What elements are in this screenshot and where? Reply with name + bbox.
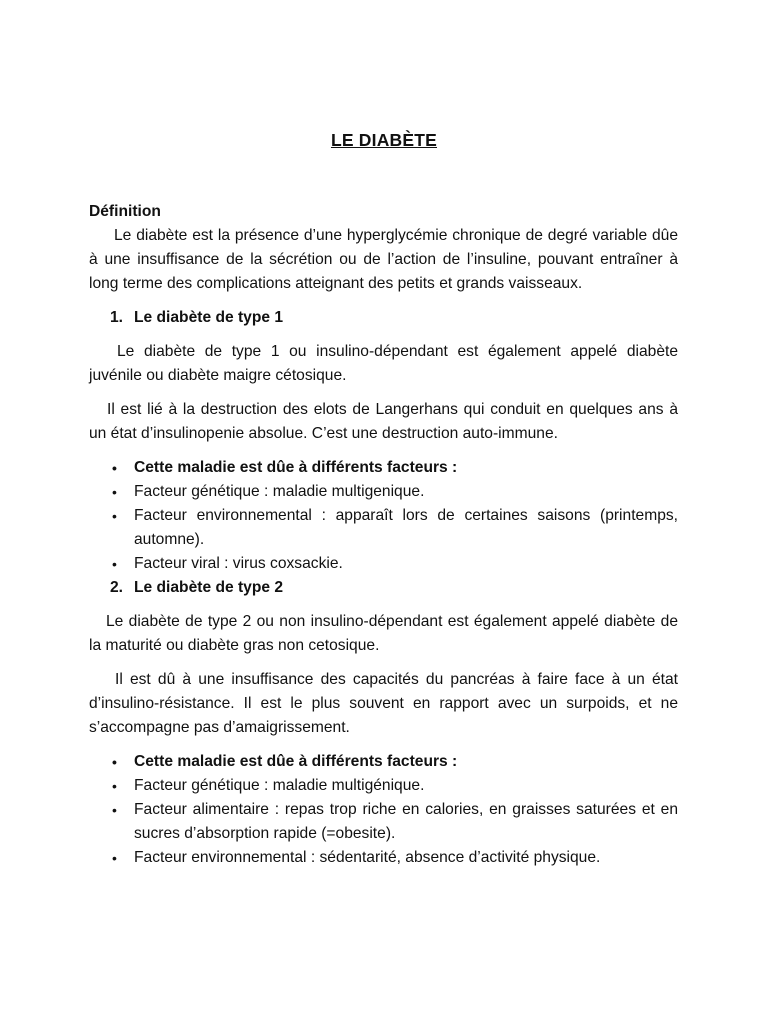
bullet-icon: • — [112, 556, 117, 572]
type2-paragraph-1: Le diabète de type 2 ou non insulino-dépendant est également appelé diabète de la maturité ou diabète gras non cetosique. — [89, 613, 678, 654]
type1-paragraph-1: Le diabète de type 1 ou insulino-dépendant est également appelé diabète juvénile ou diabète maigre cétosique. — [89, 343, 678, 384]
bullet-icon: • — [112, 508, 117, 524]
type2-factor-list — [89, 750, 678, 870]
section-type1-number: 1. — [110, 309, 124, 326]
definition-heading: Définition — [89, 203, 161, 220]
bullet-icon: • — [112, 754, 117, 770]
section-type2-title: Le diabète de type 2 — [134, 579, 284, 596]
type1-factor-list — [89, 456, 678, 576]
section-type1-heading-list — [89, 306, 678, 330]
list-item — [89, 552, 678, 576]
list-item-text: Facteur alimentaire : repas trop riche en calories, en graisses saturées et en sucres d’absorption rapide (=obesite). — [134, 801, 678, 842]
list-item — [89, 798, 678, 846]
list-item — [89, 750, 678, 774]
type2-paragraph-2: Il est dû à une insuffisance des capacités du pancréas à faire face à un état d’insulino-résistance. Il est le plus souvent en rapport avec un surpoids, et ne s’accompagne pas d’amaigrissement. — [89, 671, 678, 736]
definition-paragraph: Le diabète est la présence d’une hyperglycémie chronique de degré variable dûe à une insuffisance de la sécrétion ou de l’action de l’insuline, pouvant entraîner à long terme des complications atteignant des petits et grands vaisseaux. — [89, 227, 678, 292]
list-item-text: Facteur viral : virus coxsackie. — [134, 555, 343, 572]
list-item-text: Facteur environnemental : apparaît lors de certaines saisons (printemps, automne). — [134, 507, 678, 548]
list-item — [89, 846, 678, 870]
bullet-icon: • — [112, 802, 117, 818]
bullet-icon: • — [112, 778, 117, 794]
list-item — [89, 456, 678, 480]
section-type2-heading-list — [89, 576, 678, 600]
list-item-text: Cette maladie est dûe à différents facteurs : — [134, 753, 458, 770]
list-item-text: Facteur génétique : maladie multigénique. — [134, 777, 425, 794]
bullet-icon: • — [112, 484, 117, 500]
list-item — [89, 504, 678, 552]
type1-paragraph-2: Il est lié à la destruction des elots de Langerhans qui conduit en quelques ans à un état d’insulinopenie absolue. C’est une destruction auto-immune. — [89, 401, 678, 442]
section-type2-number: 2. — [110, 579, 124, 596]
list-item-text: Cette maladie est dûe à différents facteurs : — [134, 459, 458, 476]
list-item — [89, 480, 678, 504]
bullet-icon: • — [112, 460, 117, 476]
list-item-text: Facteur génétique : maladie multigenique. — [134, 483, 425, 500]
section-type1-heading — [89, 306, 678, 330]
document-title: LE DIABÈTE — [330, 130, 438, 150]
document-body — [89, 200, 678, 870]
bullet-icon: • — [112, 850, 117, 866]
section-type2-heading — [89, 576, 678, 600]
list-item — [89, 774, 678, 798]
section-type1-title: Le diabète de type 1 — [134, 309, 284, 326]
list-item-text: Facteur environnemental : sédentarité, absence d’activité physique. — [134, 849, 601, 866]
